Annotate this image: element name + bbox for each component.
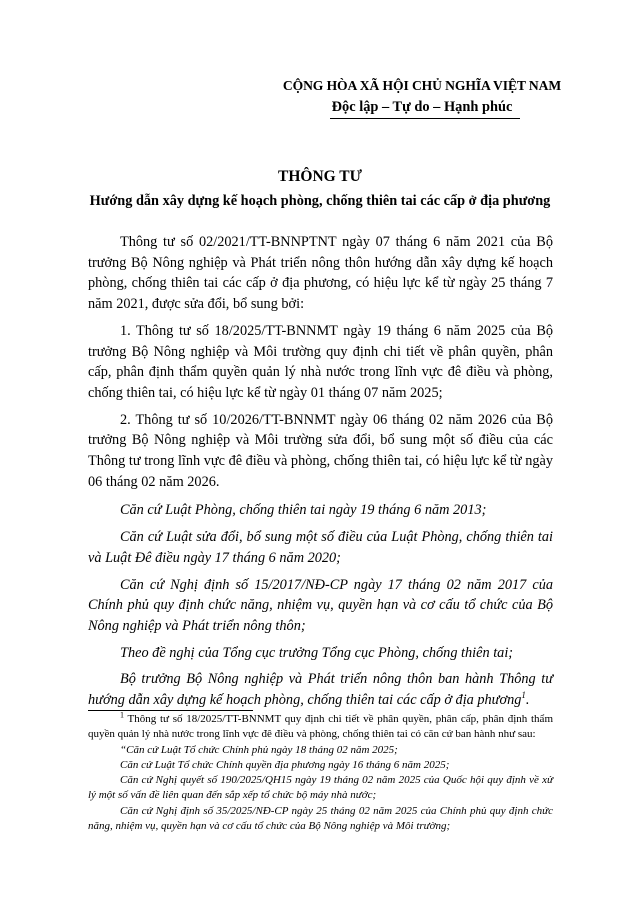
legal-basis-2: Căn cứ Luật sửa đổi, bổ sung một số điều của Luật Phòng, chống thiên tai và Luật Đê điều ngày 17 tháng 6 năm 2020; — [88, 529, 553, 566]
footnote-reference[interactable]: 1 — [521, 690, 526, 701]
enactment-paragraph: Bộ trưởng Bộ Nông nghiệp và Phát triển nông thôn ban hành Thông tư hướng dẫn xây dựng kế hoạch phòng, chống thiên tai các cấp ở địa phương$^1$. — [88, 671, 553, 709]
amendment-1-paragraph: 1. Thông tư số 18/2025/TT-BNNMT ngày 19 tháng 6 năm 2025 của Bộ trưởng Bộ Nông nghiệp và Môi trường quy định chi tiết về phân quyền, phân cấp, phân định thẩm quyền quản lý nhà nước trong lĩnh vực đê điều và phòng, chống thiên tai, có hiệu lực kể từ ngày 01 tháng 07 năm 2025; — [88, 322, 553, 401]
footnote-number: 1 — [120, 710, 124, 720]
amendment-2-paragraph: 2. Thông tư số 10/2026/TT-BNNMT ngày 06 tháng 02 năm 2026 của Bộ trưởng Bộ Nông nghiệp và Môi trường sửa đổi, bổ sung một số điều của các Thông tư trong lĩnh vực đê điều và phòng, chống thiên tai, có hiệu lực kể từ ngày 06 tháng 02 năm 2026. — [88, 411, 553, 490]
footnote-item: “Căn cứ Luật Tổ chức Chính phủ ngày 18 tháng 02 năm 2025; — [120, 743, 398, 756]
footnote-text: Thông tư số 18/2025/TT-BNNMT quy định chi tiết về phân quyền, phân cấp, phân định thẩm quyền quản lý nhà nước trong lĩnh vực đê điều và phòng, chống thiên tai có căn cứ ban hành như sau: — [88, 713, 553, 741]
legal-basis-3: Căn cứ Nghị định số 15/2017/NĐ-CP ngày 17 tháng 02 năm 2017 của Chính phủ quy định chức năng, nhiệm vụ, quyền hạn và cơ cấu tổ chức của Bộ Nông nghiệp và Phát triển nông thôn; — [88, 576, 553, 634]
national-title: CỘNG HÒA XÃ HỘI CHỦ NGHĨA VIỆT NAM — [282, 78, 562, 93]
footnote — [88, 712, 553, 834]
motto-underline — [330, 118, 520, 119]
document-title: THÔNG TƯ — [278, 168, 362, 185]
footnote-item: Căn cứ Nghị định số 35/2025/NĐ-CP ngày 25 tháng 02 năm 2025 của Chính phủ quy định chức năng, nhiệm vụ, quyền hạn và cơ cấu tổ chức của Bộ Nông nghiệp và Môi trường; — [88, 804, 553, 833]
legal-basis-1: Căn cứ Luật Phòng, chống thiên tai ngày 19 tháng 6 năm 2013; — [120, 502, 487, 519]
footnote-separator — [88, 710, 253, 711]
footnote-intro — [88, 712, 553, 743]
footnote-item: Căn cứ Luật Tổ chức Chính quyền địa phương ngày 16 tháng 6 năm 2025; — [120, 758, 450, 771]
footnote-item: Căn cứ Nghị quyết số 190/2025/QH15 ngày 19 tháng 02 năm 2025 của Quốc hội quy định về xử lý một số vấn đề liên quan đến sắp xếp tổ chức bộ máy nhà nước; — [88, 774, 553, 802]
intro-paragraph: Thông tư số 02/2021/TT-BNNPTNT ngày 07 tháng 6 năm 2021 của Bộ trưởng Bộ Nông nghiệp và Phát triển nông thôn hướng dẫn xây dựng kế hoạch phòng, chống thiên tai các cấp ở địa phương, có hiệu lực kể từ ngày 25 tháng 7 năm 2021, được sửa đổi, bổ sung bởi: — [88, 234, 553, 313]
document-subtitle: Hướng dẫn xây dựng kế hoạch phòng, chống thiên tai các cấp ở địa phương — [89, 193, 551, 209]
national-motto: Độc lập – Tự do – Hạnh phúc — [331, 99, 513, 115]
enactment-text: Bộ trưởng Bộ Nông nghiệp và Phát triển nông thôn ban hành Thông tư hướng dẫn xây dựng kế hoạch phòng, chống thiên tai các cấp ở địa phương — [88, 671, 553, 709]
document-body — [88, 232, 553, 720]
proposal-paragraph: Theo đề nghị của Tổng cục trưởng Tổng cục Phòng, chống thiên tai; — [120, 644, 514, 661]
